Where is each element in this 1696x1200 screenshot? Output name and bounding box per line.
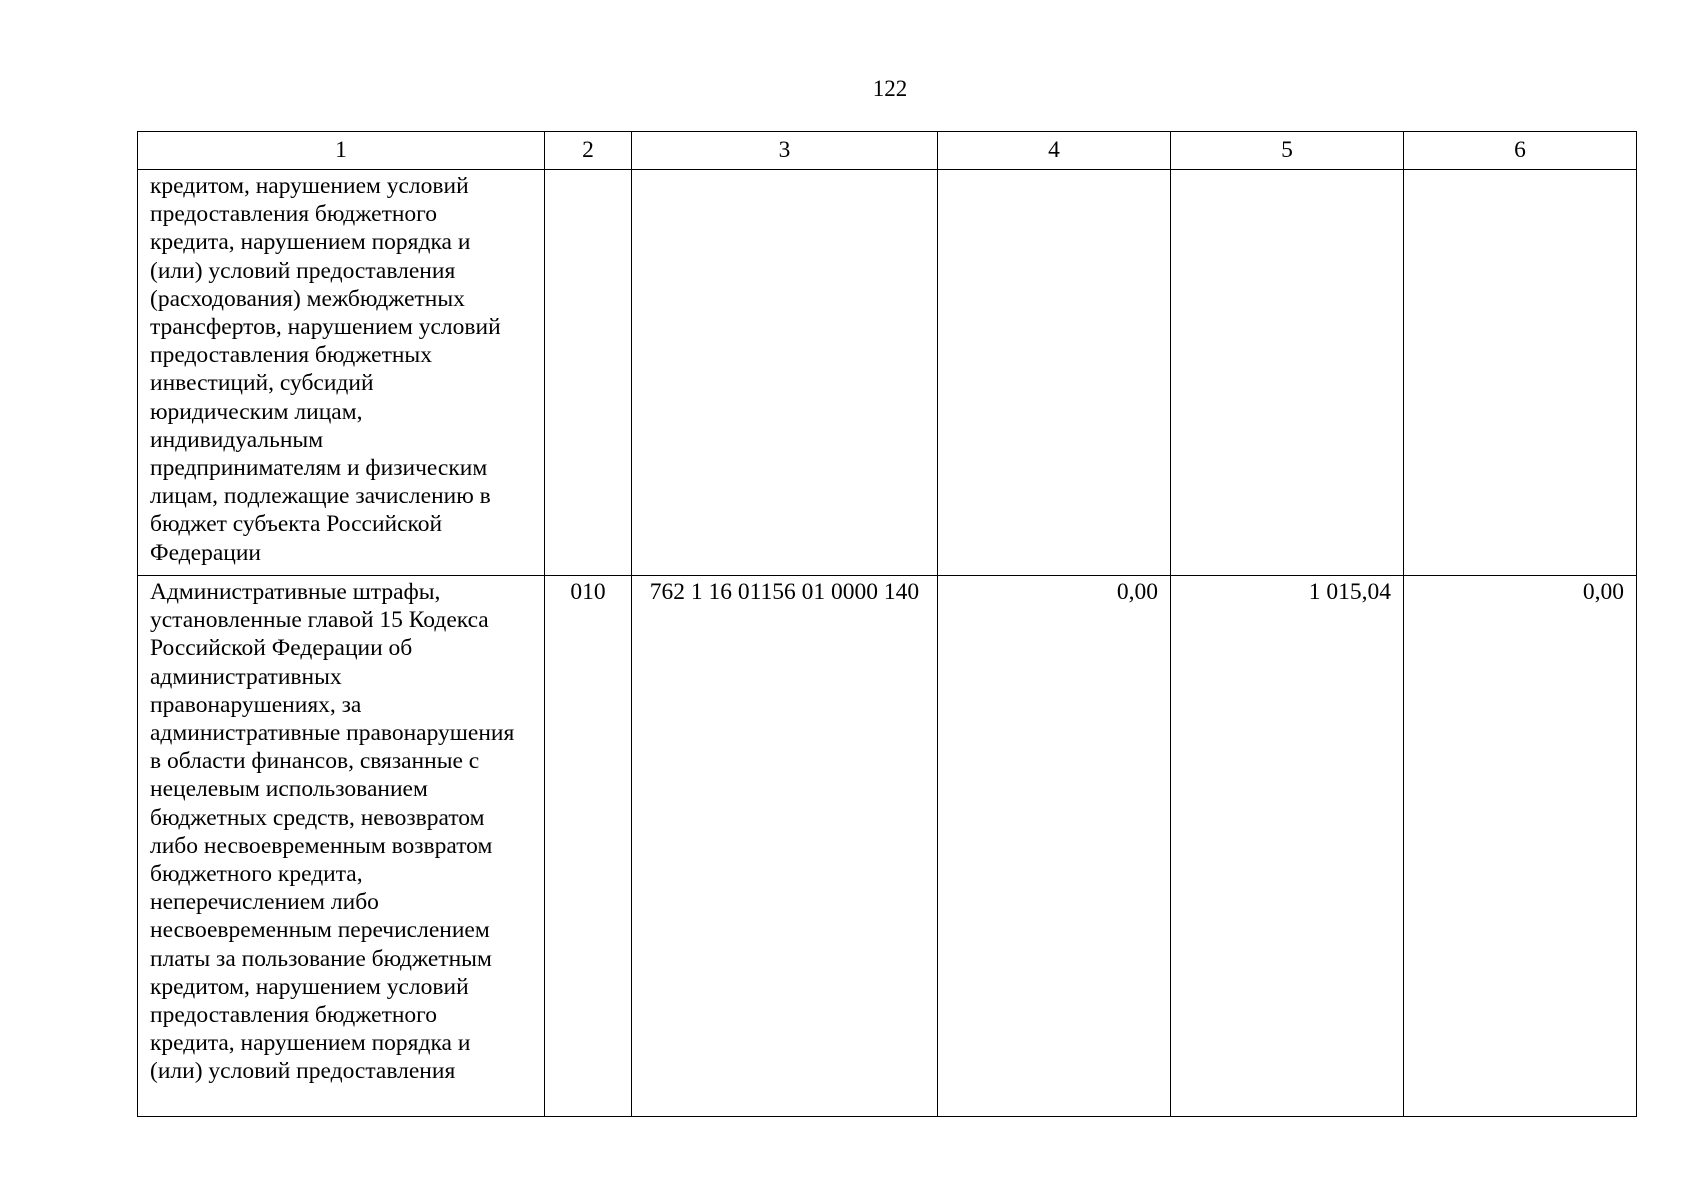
row-kbk: 762 1 16 01156 01 0000 140 [632, 576, 938, 1117]
header-col-2: 2 [545, 132, 632, 170]
row-value-6 [1404, 170, 1637, 576]
row-value-6: 0,00 [1404, 576, 1637, 1117]
header-col-3: 3 [632, 132, 938, 170]
page-number: 122 [872, 76, 908, 101]
row-value-4: 0,00 [938, 576, 1171, 1117]
row-kbk [632, 170, 938, 576]
table-row [138, 576, 1637, 1117]
table-row [138, 170, 1637, 576]
header-col-4: 4 [938, 132, 1171, 170]
budget-table [137, 131, 1637, 1117]
header-col-6: 6 [1404, 132, 1637, 170]
table-header-row [138, 132, 1637, 170]
header-col-5: 5 [1171, 132, 1404, 170]
row-description: кредитом, нарушением условий предоставления бюджетного кредита, нарушением порядка и (или) условий предоставления (расходования) межбюджетных трансфертов, нарушением условий предоставления бюджетных инвестиций, субсидий юридическим лицам, индивидуальным предпринимателям и физическим лицам, подлежащие зачислению в бюджет субъекта Российской Федерации [138, 170, 545, 576]
row-value-4 [938, 170, 1171, 576]
header-col-1: 1 [138, 132, 545, 170]
row-value-5 [1171, 170, 1404, 576]
row-value-5: 1 015,04 [1171, 576, 1404, 1117]
row-description: Административные штрафы, установленные главой 15 Кодекса Российской Федерации об административных правонарушениях, за административные правонарушения в области финансов, связанные с нецелевым использованием бюджетных средств, невозвратом либо несвоевременным возвратом бюджетного кредита, неперечислением либо несвоевременным перечислением платы за пользование бюджетным кредитом, нарушением условий предоставления бюджетного кредита, нарушением порядка и (или) условий предоставления [138, 576, 545, 1117]
row-line-code: 010 [545, 576, 632, 1117]
row-line-code [545, 170, 632, 576]
